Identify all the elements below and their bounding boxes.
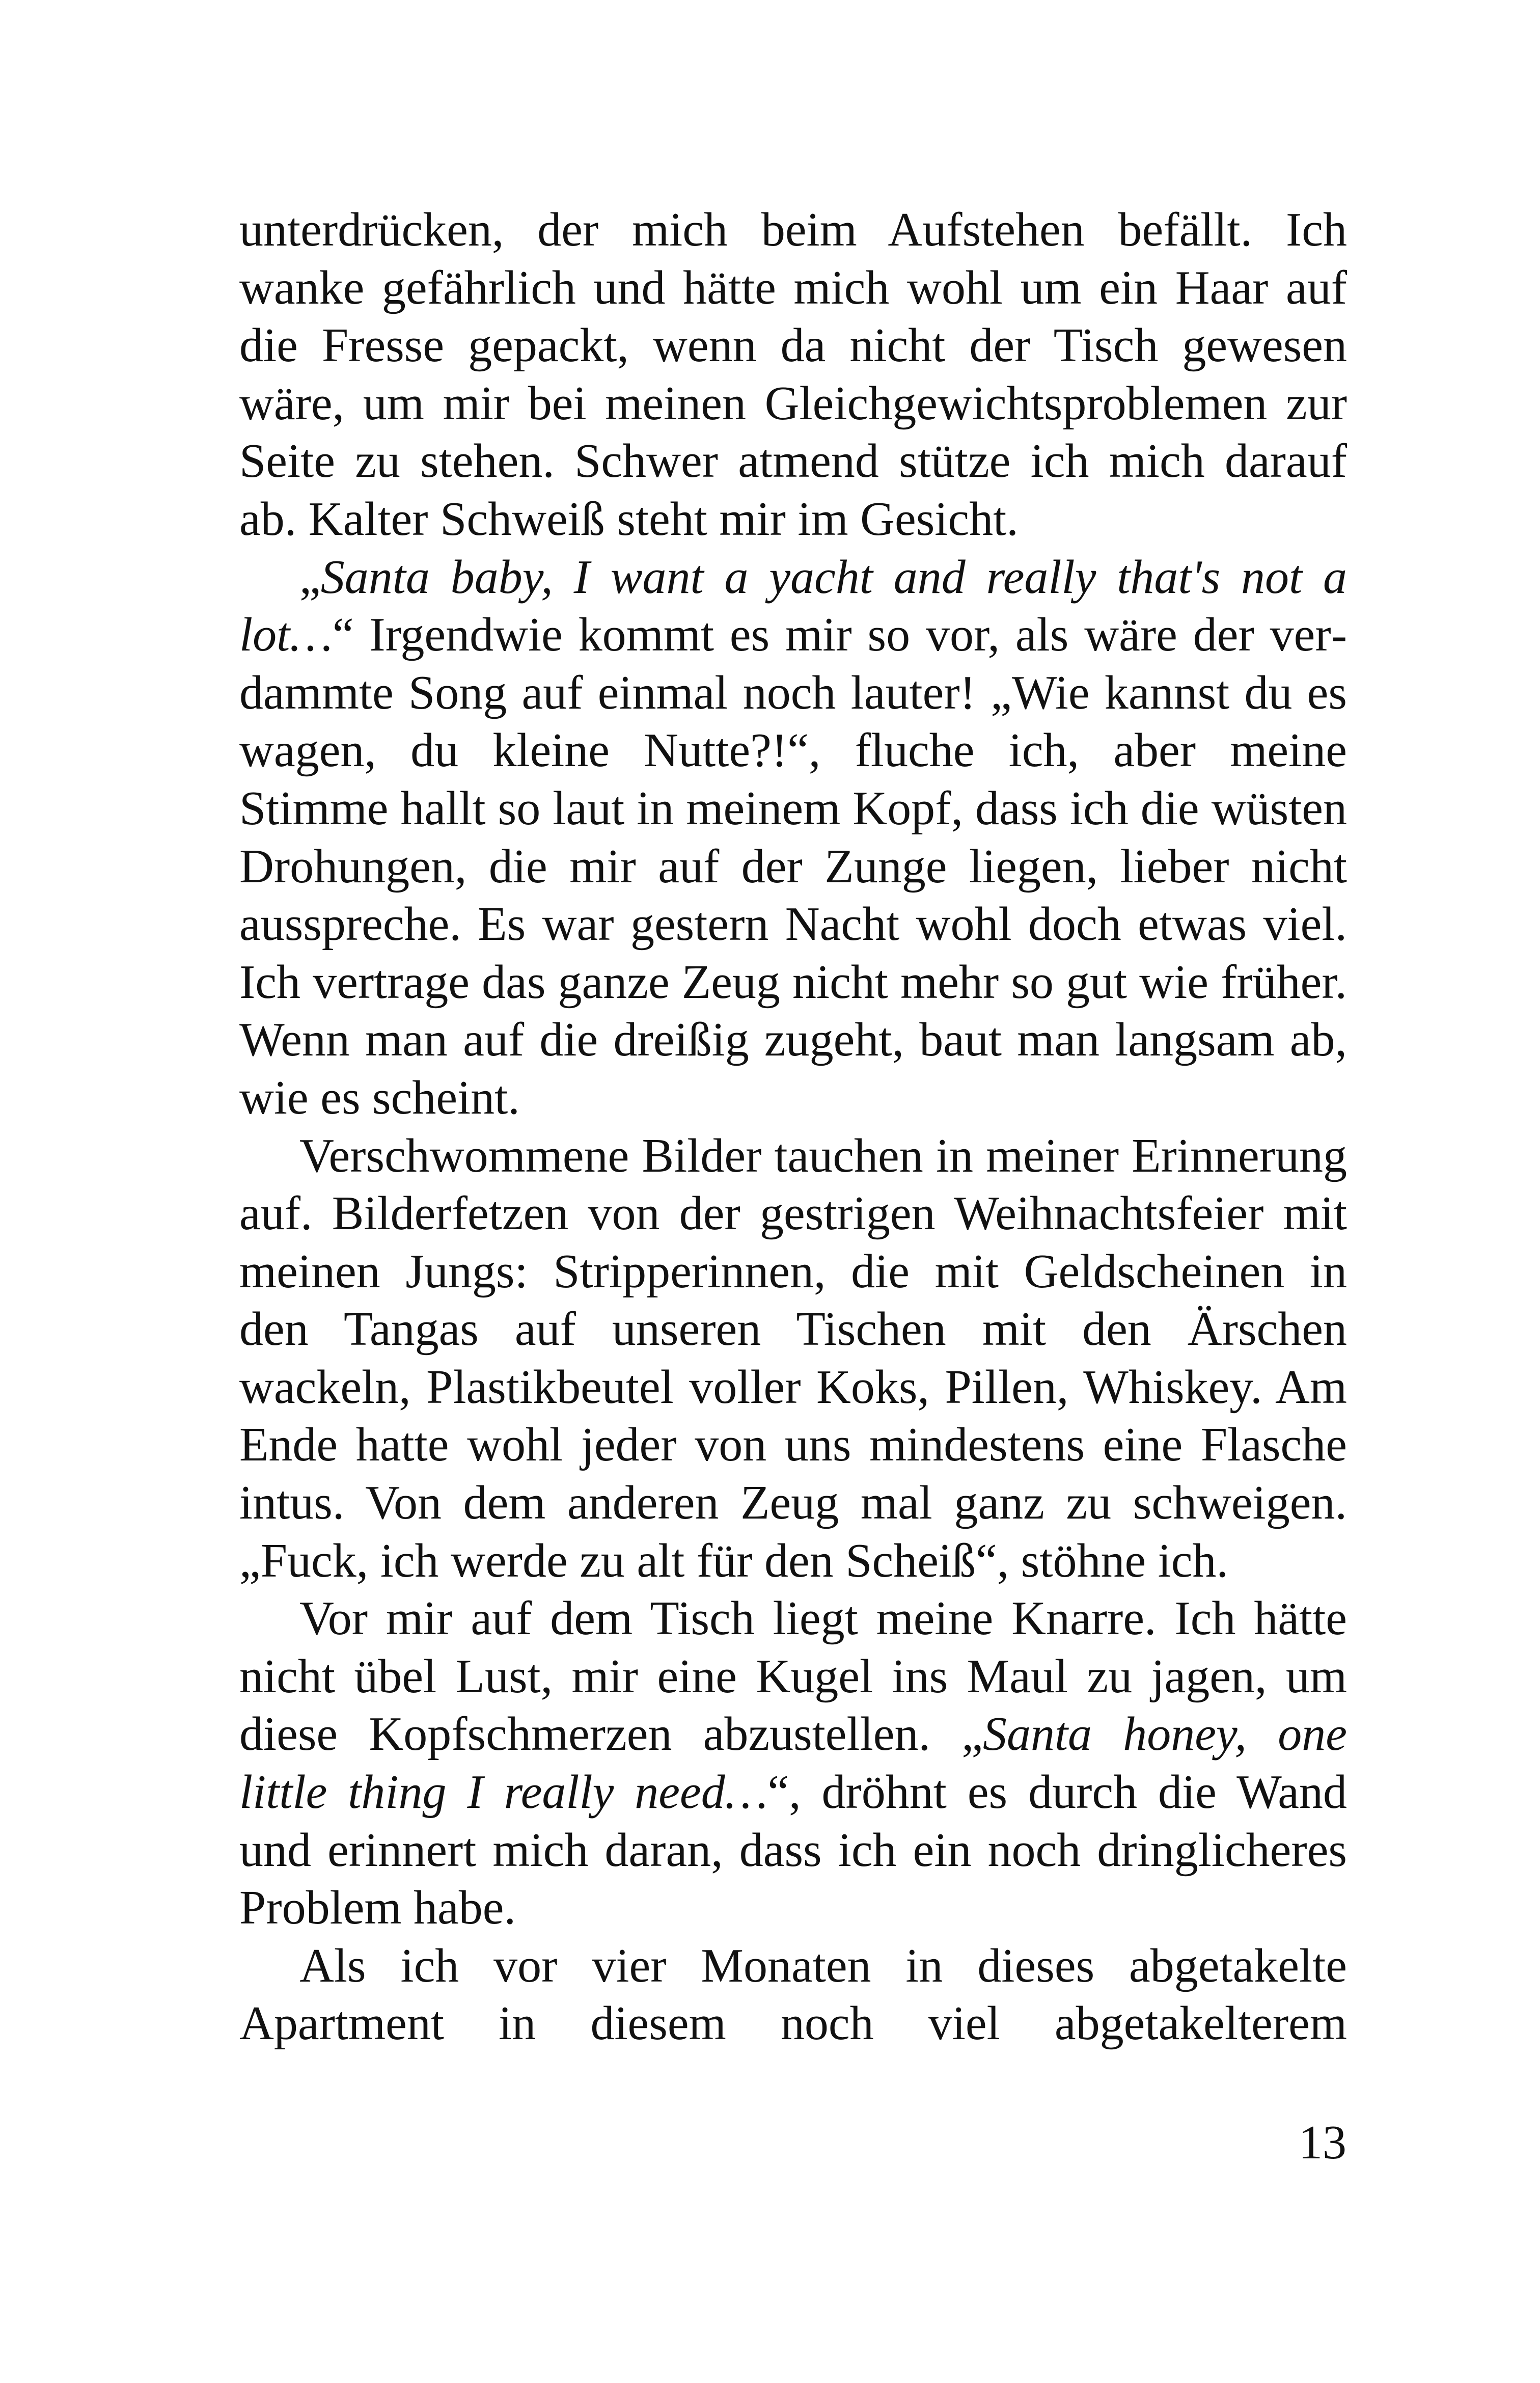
paragraph-3-text: Verschwommene Bilder tauchen in meiner Erinnerung auf. Bilderfetzen von der gestrigen Weihnachtsfeier mit meinen Jungs: Stripperinnen, die mit Geldscheinen in den Tangas auf unseren Tischen mit den Ärschen wackeln, Plastikbeutel voller Koks, Pillen, Whiskey. Am Ende hatte wohl jeder von uns mindestens eine Flasche intus. Von dem anderen Zeug mal ganz zu schweigen. „Fuck, ich werde zu alt für den Scheiß“, stöhne ich. xyxy=(239,1129,1347,1587)
paragraph-4-text-start: Vor mir auf dem Tisch liegt meine Knarre. Ich hätte nicht übel Lust, mir eine Kugel ins Maul zu jagen, um diese Kopfschmerzen abzustellen. „ xyxy=(239,1592,1347,1761)
paragraph-4-text-end: “, dröhnt es durch die Wand und erinnert mich daran, dass ich ein noch dringlicheres Problem habe. xyxy=(239,1766,1347,1935)
paragraph-1 xyxy=(239,201,1347,549)
paragraph-2-song-lyric: Santa baby, I want a yacht and really that's not a lot… xyxy=(239,550,1347,662)
paragraph-3 xyxy=(239,1127,1347,1590)
paragraph-2 xyxy=(239,549,1347,1127)
paragraph-4 xyxy=(239,1590,1347,1937)
paragraph-2-open-quote: „ xyxy=(299,550,321,604)
paragraph-2-text: “ Irgendwie kommt es mir so vor, als wäre der verdammte Song auf einmal noch lauter! „Wie kannst du es wagen, du kleine Nutte?!“, fluche ich, aber meine Stimme hallt so laut in meinem Kopf, dass ich die wüsten Drohungen, die mir auf der Zunge liegen, lieber nicht ausspreche. Es war gestern Nacht wohl doch etwas viel. Ich vertrage das ganze Zeug nicht mehr so gut wie früher. Wenn man auf die dreißig zugeht, baut man langsam ab, wie es scheint. xyxy=(239,608,1347,1124)
page-number: 13 xyxy=(1299,2116,1346,2169)
paragraph-5 xyxy=(239,1937,1347,2053)
paragraph-4-song-lyric: Santa honey, one little thing I really need… xyxy=(239,1708,1347,1819)
body-text xyxy=(239,201,1347,2053)
paragraph-5-text: Als ich vor vier Monaten in dieses abgetakelte Apartment in diesem noch viel abgetakelterem xyxy=(239,1939,1347,2050)
paragraph-1-text: unterdrücken, der mich beim Aufstehen befällt. Ich wanke gefährlich und hätte mich wohl um ein Haar auf die Fresse gepackt, wenn da nicht der Tisch gewesen wäre, um mir bei meinen Gleichgewichtsproblemen zur Seite zu stehen. Schwer atmend stütze ich mich darauf ab. Kalter Schweiß steht mir im Gesicht. xyxy=(239,203,1347,546)
